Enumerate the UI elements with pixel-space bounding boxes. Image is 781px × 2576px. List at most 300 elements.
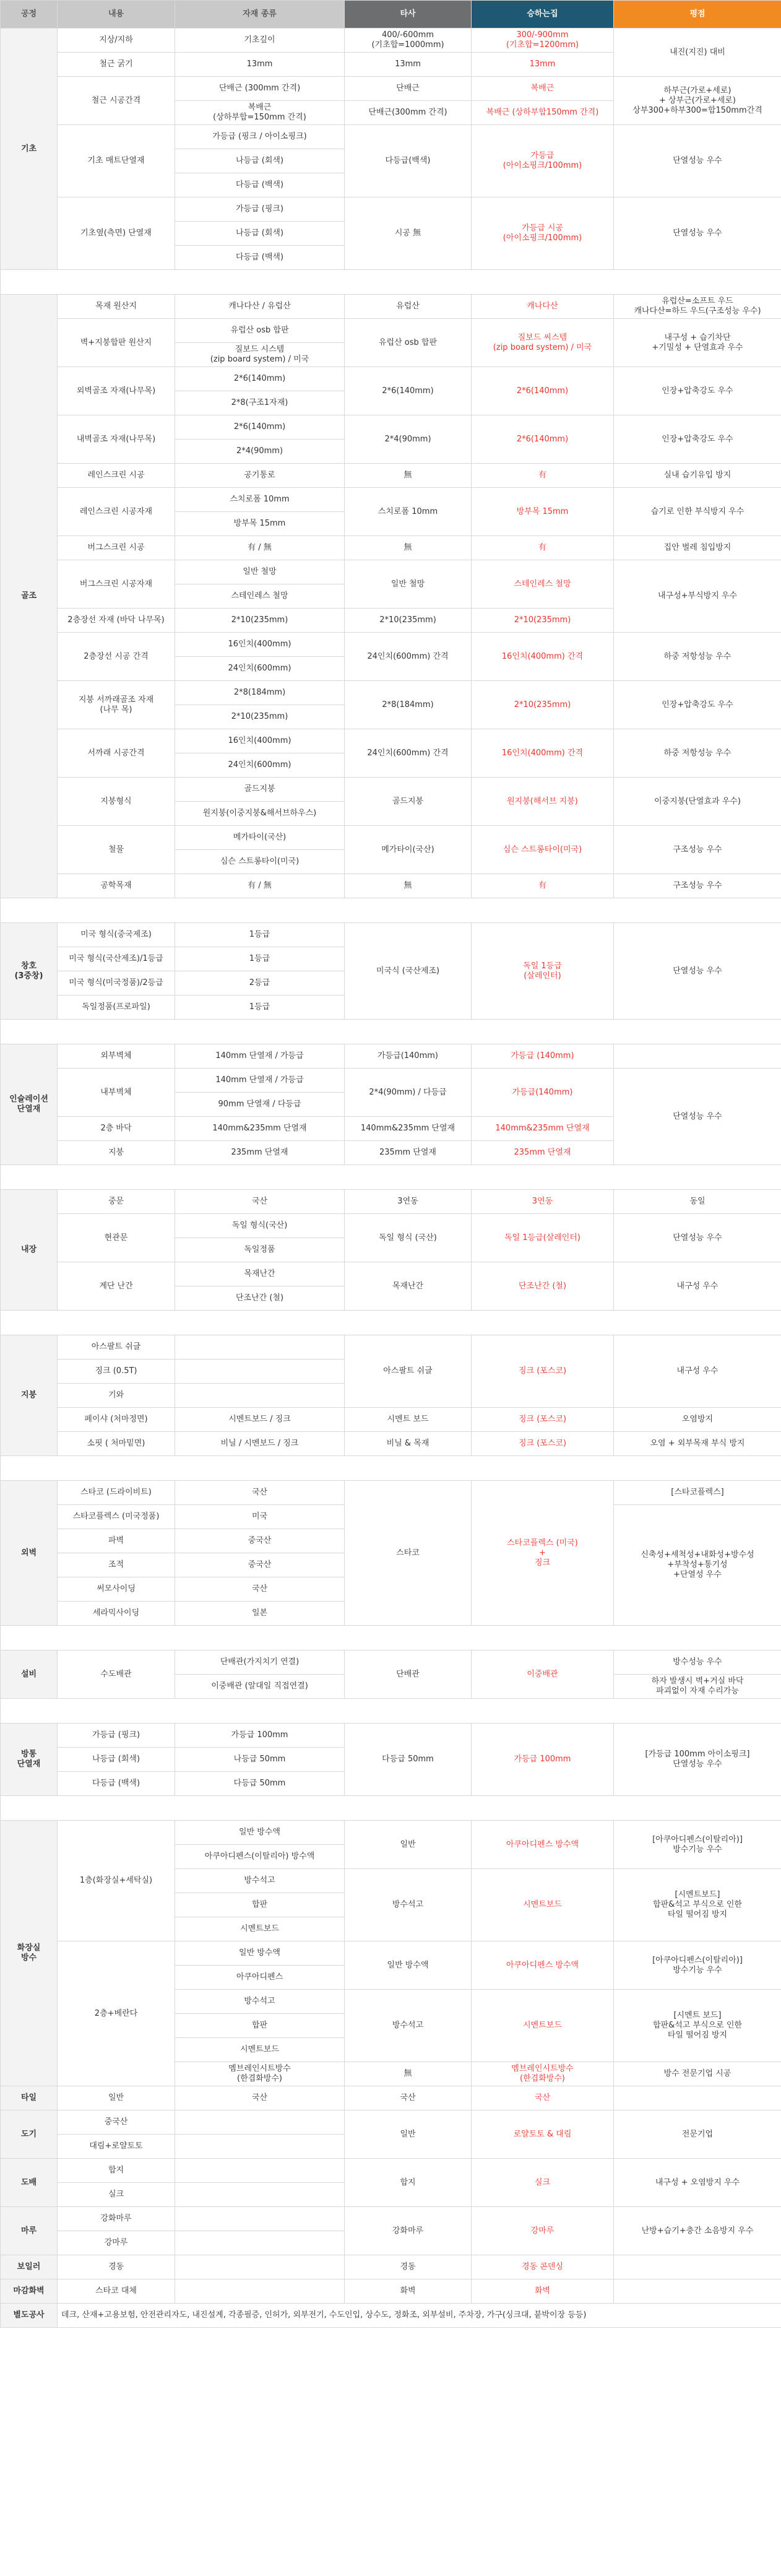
table-cell: 신축성+세척성+내화성+방수성 +부착성+통기성 +단열성 우수 <box>614 1505 781 1626</box>
table-cell: 하부근(가로+세로) + 상부근(가로+세로) 상부300+하부300=합150mm간격 <box>614 77 781 125</box>
table-cell: 나등급 (회색) <box>175 149 345 173</box>
table-cell: 가등급(140mm) <box>345 1044 472 1069</box>
table-cell: 일본 <box>175 1602 345 1626</box>
table-cell: 인장+압축강도 우수 <box>614 367 781 415</box>
table-cell: 철물 <box>58 826 175 874</box>
spacer <box>1 1311 781 1335</box>
table-cell: 징크 (포스코) <box>472 1408 614 1432</box>
table-cell: 계단 난간 <box>58 1262 175 1311</box>
table-row <box>1 826 781 850</box>
table-cell: 無 <box>345 874 472 898</box>
table-cell: 메가타이(국산) <box>345 826 472 874</box>
table-cell: 가등급(140mm) <box>472 1069 614 1117</box>
table-cell: 중문 <box>58 1190 175 1214</box>
table-cell: 2등급 <box>175 971 345 995</box>
table-cell: 2*6(140mm) <box>175 367 345 391</box>
table-cell: 미국 형식(미국정품)/2등급 <box>58 971 175 995</box>
table-cell: 복배근 (상하부합150mm 간격) <box>472 101 614 125</box>
table-cell: [가등급 100mm 아이소핑크] 단열성능 우수 <box>614 1724 781 1796</box>
table-cell: 단배근 (300mm 간격) <box>175 77 345 101</box>
table-cell: 멤브레인시트방수 (한겹화방수) <box>472 2062 614 2086</box>
table-cell: 300/-900mm (기초합=1200mm) <box>472 28 614 53</box>
table-cell: 16인치(400mm) <box>175 633 345 657</box>
table-cell: 내부벽체 <box>58 1069 175 1117</box>
table-cell: 강화마루 <box>58 2207 175 2231</box>
table-cell: 중국산 <box>175 1529 345 1553</box>
section-label: 별도공사 <box>1 2304 58 2328</box>
table-cell <box>614 1044 781 1069</box>
table-cell: 방수석고 <box>345 1869 472 1941</box>
table-cell: 오염방지 <box>614 1408 781 1432</box>
table-cell: 시멘트보드 <box>472 1869 614 1941</box>
section-label: 보일러 <box>1 2255 58 2279</box>
spacer <box>1 1626 781 1650</box>
table-cell: 국산 <box>472 2086 614 2110</box>
table-row <box>1 1262 781 1286</box>
section-label: 기초 <box>1 28 58 270</box>
section-label: 내장 <box>1 1190 58 1311</box>
table-cell: 캐나다산 / 유럽산 <box>175 295 345 319</box>
table-cell: 국산 <box>345 2086 472 2110</box>
table-row <box>1 1650 781 1675</box>
table-cell: 오염 + 외부목재 부식 방지 <box>614 1432 781 1456</box>
table-cell: 단열성능 우수 <box>614 923 781 1020</box>
table-cell: 일반 <box>345 2110 472 2159</box>
table-row <box>1 681 781 705</box>
table-cell: 다등급 (백색) <box>58 1772 175 1796</box>
section-label: 인슐레이션 단열재 <box>1 1044 58 1165</box>
table-cell: 13mm <box>472 53 614 77</box>
table-row <box>1 874 781 898</box>
spacer <box>1 1165 781 1190</box>
table-cell: 국산 <box>175 2086 345 2110</box>
table-row <box>1 2159 781 2183</box>
table-cell: 메가타이(국산) <box>175 826 345 850</box>
table-cell: 스타코플렉스 (미국정품) <box>58 1505 175 1529</box>
table-cell: 유럽산 osb 합판 <box>175 319 345 343</box>
header-row <box>1 1 781 28</box>
table-cell: 철근 굵기 <box>58 53 175 77</box>
table-row <box>1 415 781 440</box>
table-cell: [시멘트 보드] 합판&석고 부식으로 인한 타일 떨어짐 방지 <box>614 1990 781 2062</box>
table-row <box>1 197 781 222</box>
table-cell: 24인치(600mm) <box>175 753 345 778</box>
table-cell: 일반 방수액 <box>345 1941 472 1990</box>
table-cell: 유럽산 <box>345 295 472 319</box>
table-cell: 징크 (0.5T) <box>58 1360 175 1384</box>
table-row <box>1 77 781 101</box>
table-row <box>1 560 781 584</box>
table-cell: 질보드 시스템 (zip board system) / 미국 <box>175 343 345 367</box>
header-ours: 승하는집 <box>472 1 614 28</box>
table-cell: 스타코 <box>345 1481 472 1626</box>
table-cell: 기초옆(측면) 단열재 <box>58 197 175 270</box>
table-row <box>1 1941 781 1966</box>
table-cell: 시멘트보드 <box>175 2038 345 2062</box>
table-cell <box>175 2231 345 2255</box>
table-row <box>1 536 781 560</box>
table-row <box>1 1214 781 1238</box>
table-cell: 시공 無 <box>345 197 472 270</box>
table-cell: 철근 시공간격 <box>58 77 175 125</box>
table-cell: 140mm 단열재 / 가등급 <box>175 1069 345 1093</box>
spacer <box>1 1699 781 1724</box>
table-cell: 단열성능 우수 <box>614 125 781 197</box>
table-cell: 내구성 우수 <box>614 1262 781 1311</box>
table-row <box>1 923 781 947</box>
table-cell: 벽+지붕합판 원산지 <box>58 319 175 367</box>
table-cell: 13mm <box>175 53 345 77</box>
table-row <box>1 2110 781 2135</box>
table-cell: 단배관(가지치기 연결) <box>175 1650 345 1675</box>
table-cell: 13mm <box>345 53 472 77</box>
section-gap <box>1 1699 781 1724</box>
table-cell: 독일정품(프로파일) <box>58 995 175 1020</box>
table-cell: 내구성 우수 <box>614 1335 781 1408</box>
table-cell: 경동 <box>345 2255 472 2279</box>
table-cell: 나등급 50mm <box>175 1748 345 1772</box>
table-cell: 징크 (포스코) <box>472 1432 614 1456</box>
table-cell: 내구성 + 습기차단 +기밀성 + 단열효과 우수 <box>614 319 781 367</box>
table-cell: 구조성능 우수 <box>614 826 781 874</box>
table-cell: 24인치(600mm) 간격 <box>345 729 472 778</box>
table-cell: 조적 <box>58 1553 175 1577</box>
table-cell: 有 / 無 <box>175 536 345 560</box>
table-cell: 아쿠아디펜스 방수액 <box>472 1941 614 1990</box>
section-label: 설비 <box>1 1650 58 1699</box>
table-row <box>1 2207 781 2231</box>
table-cell: 1등급 <box>175 995 345 1020</box>
table-cell: 내벽골조 자재(나무목) <box>58 415 175 464</box>
header-rating: 평점 <box>614 1 781 28</box>
table-cell: 버그스크린 시공 <box>58 536 175 560</box>
table-cell: 공기통로 <box>175 464 345 488</box>
table-cell: 2*10(235mm) <box>345 609 472 633</box>
table-cell <box>614 2255 781 2279</box>
table-cell <box>614 2086 781 2110</box>
table-row <box>1 778 781 802</box>
table-row <box>1 2304 781 2328</box>
table-cell: 하중 저항성능 우수 <box>614 633 781 681</box>
table-cell: 단배근 <box>345 77 472 101</box>
table-cell: 소핏 ( 처마밑면) <box>58 1432 175 1456</box>
table-cell: 방수석고 <box>175 1990 345 2014</box>
table-cell: 질보드 씨스템 (zip board system) / 미국 <box>472 319 614 367</box>
table-cell: 화벽 <box>472 2279 614 2304</box>
table-cell: 합지 <box>345 2159 472 2207</box>
table-cell: 미국 <box>175 1505 345 1529</box>
table-cell: 인장+압축강도 우수 <box>614 415 781 464</box>
table-cell: 24인치(600mm) 간격 <box>345 633 472 681</box>
table-cell: 無 <box>345 2062 472 2086</box>
header-competitor: 타사 <box>345 1 472 28</box>
table-cell: 스타코 대체 <box>58 2279 175 2304</box>
table-cell: 시멘트보드 / 징크 <box>175 1408 345 1432</box>
table-row <box>1 1190 781 1214</box>
table-cell: 나등급 (회색) <box>58 1748 175 1772</box>
section-gap <box>1 898 781 923</box>
table-cell: 가등급 (핑크) <box>58 1724 175 1748</box>
table-cell: 서까래 시공간격 <box>58 729 175 778</box>
table-cell: 1층(화장실+세탁실) <box>58 1821 175 1941</box>
table-cell: 235mm 단열재 <box>345 1141 472 1165</box>
table-cell: 16인치(400mm) 간격 <box>472 729 614 778</box>
table-cell: 235mm 단열재 <box>472 1141 614 1165</box>
table-cell: 400/-600mm (기초합=1000mm) <box>345 28 472 53</box>
table-cell: 외벽골조 자재(나무목) <box>58 367 175 415</box>
table-cell: 골드지붕 <box>175 778 345 802</box>
table-cell: 독일 1등급(살레인터) <box>472 1214 614 1262</box>
table-cell: 일반 방수액 <box>175 1821 345 1845</box>
table-cell: 가등급 시공 (아이소핑크/100mm) <box>472 197 614 270</box>
table-cell: 복배근 (상하부합=150mm 간격) <box>175 101 345 125</box>
table-cell: 이중배관 (알대일 직접연결) <box>175 1675 345 1699</box>
section-label: 지붕 <box>1 1335 58 1456</box>
table-cell: 난방+습기+충간 소음방지 우수 <box>614 2207 781 2255</box>
table-cell: 24인치(600mm) <box>175 657 345 681</box>
table-cell: 강마루 <box>472 2207 614 2255</box>
table-cell: 미국 형식(중국제조) <box>58 923 175 947</box>
section-label: 방통 단열재 <box>1 1724 58 1796</box>
table-cell <box>175 2110 345 2135</box>
table-cell: 16인치(400mm) <box>175 729 345 753</box>
table-cell: 파벽 <box>58 1529 175 1553</box>
table-cell: 단배관 <box>345 1650 472 1699</box>
table-cell: 징크 (포스코) <box>472 1335 614 1408</box>
table-cell: 140mm&235mm 단열재 <box>175 1117 345 1141</box>
table-row <box>1 633 781 657</box>
spacer <box>1 1456 781 1481</box>
table-cell: 방수석고 <box>175 1869 345 1893</box>
table-row <box>1 2086 781 2110</box>
table-cell: 2*6(140mm) <box>472 367 614 415</box>
section-label: 골조 <box>1 295 58 898</box>
section-gap <box>1 1311 781 1335</box>
table-cell: 경동 <box>58 2255 175 2279</box>
table-cell: 시멘트보드 <box>175 1917 345 1941</box>
table-cell: 강화마루 <box>345 2207 472 2255</box>
spacer <box>1 270 781 295</box>
table-cell: 가등급 (140mm) <box>472 1044 614 1069</box>
table-cell: 하중 저항성능 우수 <box>614 729 781 778</box>
table-cell: 지붕 <box>58 1141 175 1165</box>
table-cell: 2*10(235mm) <box>472 681 614 729</box>
section-gap <box>1 1165 781 1190</box>
table-cell: 가등급 (아이소핑크/100mm) <box>472 125 614 197</box>
table-cell: 2*8(184mm) <box>345 681 472 729</box>
table-cell: 지붕형식 <box>58 778 175 826</box>
table-cell: 경동 콘덴싱 <box>472 2255 614 2279</box>
table-cell: 가등급 (핑크 / 아이소핑크) <box>175 125 345 149</box>
table-cell: 합지 <box>58 2159 175 2183</box>
table-cell: 방부목 15mm <box>175 512 345 536</box>
table-row <box>1 295 781 319</box>
table-cell <box>175 2255 345 2279</box>
table-row <box>1 1408 781 1432</box>
table-cell: 140mm 단열재 / 가등급 <box>175 1044 345 1069</box>
table-cell: 시멘트보드 <box>472 1990 614 2062</box>
table-cell: 로얄토토 & 대림 <box>472 2110 614 2159</box>
table-cell: 심슨 스트롱타이(미국) <box>472 826 614 874</box>
table-row <box>1 367 781 391</box>
table-cell: 골드지붕 <box>345 778 472 826</box>
table-cell: 다등급 50mm <box>345 1724 472 1796</box>
table-cell: 원지붕(이중지붕&해서브하우스) <box>175 802 345 826</box>
table-cell: 습기로 인한 부식방지 우수 <box>614 488 781 536</box>
table-cell: 나등급 (회색) <box>175 222 345 246</box>
table-cell: 아쿠아디펜스 방수액 <box>472 1821 614 1869</box>
table-cell: 목재난간 <box>345 1262 472 1311</box>
table-cell: 이중지붕(단열효과 우수) <box>614 778 781 826</box>
table-cell: 국산 <box>175 1481 345 1505</box>
table-cell: 내진(지진) 대비 <box>614 28 781 77</box>
section-gap <box>1 1626 781 1650</box>
table-row <box>1 1044 781 1069</box>
table-cell: 다등급(백색) <box>345 125 472 197</box>
table-cell: 다등급 50mm <box>175 1772 345 1796</box>
table-cell: 독일정품 <box>175 1238 345 1262</box>
table-cell: 유럽산 osb 합판 <box>345 319 472 367</box>
table-cell: 집안 벌레 침입방지 <box>614 536 781 560</box>
table-cell: 세라믹사이딩 <box>58 1602 175 1626</box>
table-cell: 멤브레인시트방수 (한겹화방수) <box>175 2062 345 2086</box>
table-cell: 구조성능 우수 <box>614 874 781 898</box>
table-cell: 단열성능 우수 <box>614 197 781 270</box>
section-gap <box>1 1456 781 1481</box>
table-cell: [아쿠아디펜스(이탈리아)] 방수기능 우수 <box>614 1941 781 1990</box>
table-cell: [아쿠아디펜스(이탈리아)] 방수기능 우수 <box>614 1821 781 1869</box>
table-cell: 단조난간 (철) <box>472 1262 614 1311</box>
table-cell: 2*6(140mm) <box>472 415 614 464</box>
table-cell: 有 / 無 <box>175 874 345 898</box>
table-cell: 방수성능 우수 <box>614 1650 781 1675</box>
table-cell: 수도배관 <box>58 1650 175 1699</box>
table-cell: 외부벽체 <box>58 1044 175 1069</box>
table-cell: 레인스크린 시공자재 <box>58 488 175 536</box>
table-cell: 일반 철망 <box>345 560 472 609</box>
table-cell: 국산 <box>175 1577 345 1602</box>
table-cell: 버그스크린 시공자재 <box>58 560 175 609</box>
section-label: 화장실 방수 <box>1 1821 58 2086</box>
table-cell: 2*6(140mm) <box>345 367 472 415</box>
table-cell: 일반 <box>58 2086 175 2110</box>
table-cell: 단조난간 (철) <box>175 1286 345 1311</box>
table-row <box>1 28 781 53</box>
table-cell: 2*10(235mm) <box>175 705 345 729</box>
table-cell: 지상/지하 <box>58 28 175 53</box>
table-cell: 중국산 <box>175 1553 345 1577</box>
table-cell: 가등급 100mm <box>175 1724 345 1748</box>
table-cell: 2*8(184mm) <box>175 681 345 705</box>
table-row <box>1 1432 781 1456</box>
table-cell <box>175 2183 345 2207</box>
section-label: 마감화벽 <box>1 2279 58 2304</box>
table-cell: 無 <box>345 536 472 560</box>
table-cell: 동일 <box>614 1190 781 1214</box>
table-cell: 2층장선 시공 간격 <box>58 633 175 681</box>
table-row <box>1 125 781 149</box>
table-cell <box>175 2135 345 2159</box>
table-cell: 스타코플렉스 (미국) + 징크 <box>472 1481 614 1626</box>
table-cell: 有 <box>472 464 614 488</box>
table-cell: 無 <box>345 464 472 488</box>
table-cell: 기초깊이 <box>175 28 345 53</box>
table-cell: 내구성 + 오염방지 우수 <box>614 2159 781 2207</box>
table-cell <box>175 2207 345 2231</box>
section-label: 창호 (3중창) <box>1 923 58 1020</box>
table-cell: 방부목 15mm <box>472 488 614 536</box>
table-cell: 일반 <box>345 1821 472 1869</box>
table-cell: 2*8(구조1자재) <box>175 391 345 415</box>
spacer <box>1 1020 781 1044</box>
table-cell: 有 <box>472 536 614 560</box>
table-cell: 실크 <box>58 2183 175 2207</box>
table-cell: 3연동 <box>345 1190 472 1214</box>
table-cell: 독일 형식(국산) <box>175 1214 345 1238</box>
table-cell: 아쿠아디펜스 <box>175 1966 345 1990</box>
table-cell: 235mm 단열재 <box>175 1141 345 1165</box>
table-cell: 스치로폼 10mm <box>175 488 345 512</box>
table-row <box>1 1069 781 1093</box>
section-label: 마루 <box>1 2207 58 2255</box>
spacer <box>1 1796 781 1821</box>
table-cell <box>175 1335 345 1360</box>
table-cell: 90mm 단열재 / 다등급 <box>175 1093 345 1117</box>
table-cell: 미국 형식(국산제조)/1등급 <box>58 947 175 971</box>
table-cell: 지붕 서까래골조 자재 (나무 목) <box>58 681 175 729</box>
table-cell: 2*10(235mm) <box>175 609 345 633</box>
table-cell: 다등급 (백색) <box>175 173 345 197</box>
table-row <box>1 2279 781 2304</box>
table-cell: 심슨 스트롱타이(미국) <box>175 850 345 874</box>
table-row <box>1 2255 781 2279</box>
table-cell: 인장+압축강도 우수 <box>614 681 781 729</box>
table-cell: 다등급 (백색) <box>175 246 345 270</box>
table-cell: 140mm&235mm 단열재 <box>345 1117 472 1141</box>
table-cell: 2층+베란다 <box>58 1941 175 2086</box>
table-cell: 단배근(300mm 간격) <box>345 101 472 125</box>
table-cell: 16인치(400mm) 간격 <box>472 633 614 681</box>
table-row <box>1 1724 781 1748</box>
table-cell: 2*4(90mm) <box>345 415 472 464</box>
table-cell: 스테인레스 철망 <box>472 560 614 609</box>
table-cell: 레인스크린 시공 <box>58 464 175 488</box>
table-cell: 공학목재 <box>58 874 175 898</box>
table-cell: 목재난간 <box>175 1262 345 1286</box>
table-cell: 데크, 산재+고용보험, 안전관리자도, 내진설계, 각종필증, 인허가, 외부전기, 수도인입, 상수도, 정화조, 외부설비, 주차장, 가구(싱크대, 붙박이장 등등) <box>58 2304 781 2328</box>
table-row <box>1 319 781 343</box>
table-row <box>1 464 781 488</box>
table-cell: 아스팔트 쉬글 <box>58 1335 175 1360</box>
table-cell: 방수석고 <box>345 1990 472 2062</box>
table-cell: 써모사이딩 <box>58 1577 175 1602</box>
table-cell <box>614 2279 781 2304</box>
section-label: 타일 <box>1 2086 58 2110</box>
table-cell: 원지붕(해서브 지붕) <box>472 778 614 826</box>
table-cell <box>175 2159 345 2183</box>
section-label: 외벽 <box>1 1481 58 1626</box>
section-gap <box>1 1020 781 1044</box>
table-cell: 시멘트 보드 <box>345 1408 472 1432</box>
table-cell: 유럽산=소프트 우드 캐나다산=하드 우드(구조성능 우수) <box>614 295 781 319</box>
section-label: 도배 <box>1 2159 58 2207</box>
section-gap <box>1 270 781 295</box>
table-cell: 대림+로얄토토 <box>58 2135 175 2159</box>
table-cell: 강마루 <box>58 2231 175 2255</box>
table-cell: 복배근 <box>472 77 614 101</box>
header-process: 공정 <box>1 1 58 28</box>
table-cell: 가등급 100mm <box>472 1724 614 1796</box>
